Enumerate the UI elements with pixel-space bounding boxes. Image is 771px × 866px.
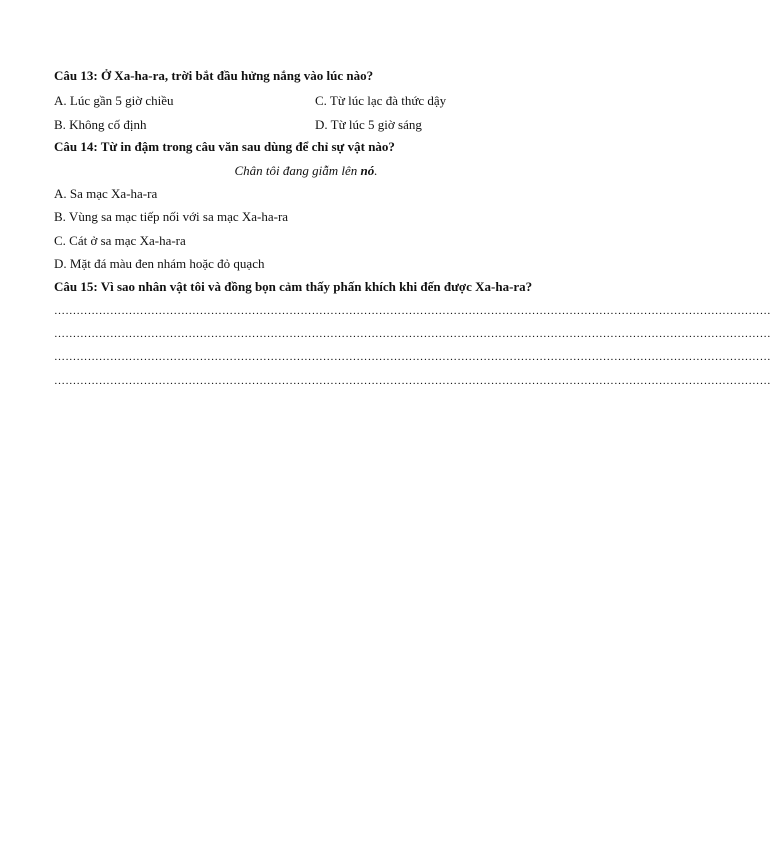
answer-line-3: ………………………………………………………………………………………………………………………………………………………………………… — [54, 351, 771, 363]
question-14-option-d: D. Mặt đá màu đen nhám hoặc đỏ quạch — [54, 256, 265, 271]
question-14-option-b: B. Vùng sa mạc tiếp nối với sa mạc Xa-ha-ra — [54, 209, 289, 224]
sentence-suffix: . — [374, 163, 378, 178]
answer-line-4: ………………………………………………………………………………………………………………………………………………………………………… — [54, 375, 771, 387]
question-14-option-a: A. Sa mạc Xa-ha-ra — [54, 186, 158, 201]
question-14-option-c: C. Cát ở sa mạc Xa-ha-ra — [54, 233, 186, 248]
question-14-sentence — [0, 163, 612, 179]
question-13-option-b: B. Không cố định — [54, 117, 147, 132]
sentence-bold-word: nó — [360, 163, 375, 178]
question-14-title: Câu 14: Từ in đậm trong câu văn sau dùng để chỉ sự vật nào? — [54, 139, 395, 154]
question-13-option-c: C. Từ lúc lạc đà thức dậy — [315, 93, 447, 108]
question-13-title: Câu 13: Ở Xa-ha-ra, trời bắt đầu hửng nắng vào lúc nào? — [54, 68, 374, 83]
sentence-prefix: Chân tôi đang giẫm lên — [234, 163, 361, 178]
answer-line-1: ………………………………………………………………………………………………………………………………………………………………………… — [54, 305, 771, 317]
answer-line-2: ………………………………………………………………………………………………………………………………………………………………………… — [54, 328, 771, 340]
question-13-option-d: D. Từ lúc 5 giờ sáng — [315, 117, 422, 132]
question-15-title: Câu 15: Vì sao nhân vật tôi và đồng bọn cảm thấy phấn khích khi đến được Xa-ha-ra? — [54, 279, 533, 294]
question-13-option-a: A. Lúc gần 5 giờ chiều — [54, 93, 174, 108]
